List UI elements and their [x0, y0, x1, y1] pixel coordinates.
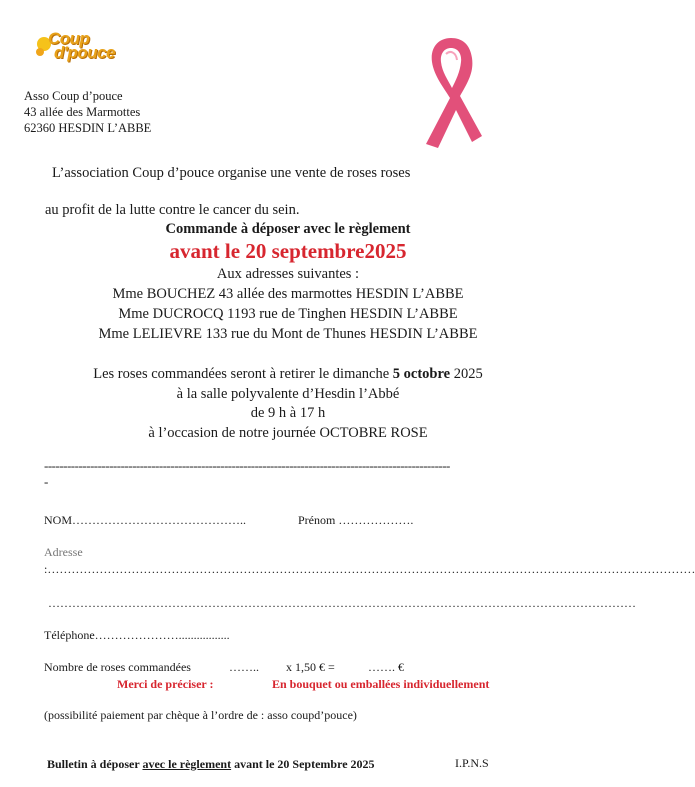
- adresse-label: Adresse: [44, 545, 83, 559]
- address-line2: 43 allée des Marmottes: [24, 105, 141, 119]
- order-deadline: avant le 20 septembre2025: [169, 239, 407, 263]
- footer-prefix: Bulletin à déposer: [47, 757, 143, 771]
- address-item-lelievre: Mme LELIEVRE 133 rue du Mont de Thunes HESDIN L’ABBE: [98, 326, 478, 342]
- adresse-field-line2[interactable]: …………………………………………………………………………………………………………………………………: [48, 596, 636, 610]
- pickup-date: 5 octobre: [392, 366, 451, 382]
- address-line1: Asso Coup d’pouce: [24, 89, 123, 103]
- telephone-dots: ………………….................: [94, 628, 230, 642]
- pickup-line2: à la salle polyvalente d’Hesdin l’Abbé: [176, 386, 400, 402]
- pickup-prefix: Les roses commandées seront à retirer le dimanche: [93, 366, 393, 382]
- cut-line-tail: -: [44, 474, 49, 489]
- roses-label: Nombre de roses commandées: [44, 660, 191, 674]
- intro-line1: L’association Coup d’pouce organise une vente de roses roses: [52, 165, 411, 181]
- adresse-field-line1[interactable]: :………………………………………………………………………………………………………………………………………………: [44, 562, 695, 576]
- precise-label: Merci de préciser :: [117, 677, 214, 691]
- footer-suffix: avant le 20 Septembre 2025: [231, 757, 375, 771]
- address-item-ducrocq: Mme DUCROCQ 1193 rue de Tinghen HESDIN L’ABBE: [118, 306, 458, 322]
- prenom-field[interactable]: [298, 513, 413, 528]
- pickup-line4: à l’occasion de notre journée OCTOBRE ROSE: [148, 425, 428, 441]
- telephone-field[interactable]: [44, 628, 230, 643]
- roses-quantity-field[interactable]: ……..: [229, 660, 259, 674]
- address-item-bouchez: Mme BOUCHEZ 43 allée des marmottes HESDIN L’ABBE: [112, 286, 464, 302]
- price-per-rose: x 1,50 € =: [286, 660, 335, 674]
- logo-line2: d'pouce: [54, 43, 115, 62]
- addresses-label: Aux adresses suivantes :: [216, 266, 360, 282]
- prenom-label: Prénom: [298, 513, 336, 527]
- pickup-line1: [0, 366, 576, 383]
- pink-ribbon-icon: [416, 32, 486, 150]
- cut-line: ----------------------------------------------------------------------------------------------------------: [44, 458, 450, 473]
- logo-line1: Coup: [48, 29, 90, 48]
- nom-dots: ……………………………………..: [72, 513, 247, 527]
- intro-line2: au profit de la lutte contre le cancer du sein.: [45, 202, 300, 218]
- telephone-label: Téléphone: [44, 628, 95, 642]
- payment-note: (possibilité paiement par chèque à l’ordre de : asso coupd’pouce): [44, 708, 357, 722]
- precise-options: En bouquet ou emballées individuellement: [272, 677, 490, 691]
- logo: [34, 30, 144, 66]
- prenom-dots: ……………….: [338, 513, 414, 527]
- footer-underlined: avec le règlement: [142, 757, 232, 771]
- nom-label: NOM: [44, 513, 73, 527]
- pickup-line3: de 9 h à 17 h: [250, 405, 326, 421]
- pickup-year: 2025: [450, 366, 483, 382]
- footer-note: [47, 757, 375, 772]
- nom-field[interactable]: [44, 513, 246, 528]
- ipns-code: I.P.N.S: [455, 756, 489, 770]
- order-heading: Commande à déposer avec le règlement: [165, 221, 411, 237]
- sender-address: [24, 88, 151, 136]
- address-line3: 62360 HESDIN L’ABBE: [24, 121, 152, 135]
- total-field[interactable]: ……. €: [368, 660, 404, 674]
